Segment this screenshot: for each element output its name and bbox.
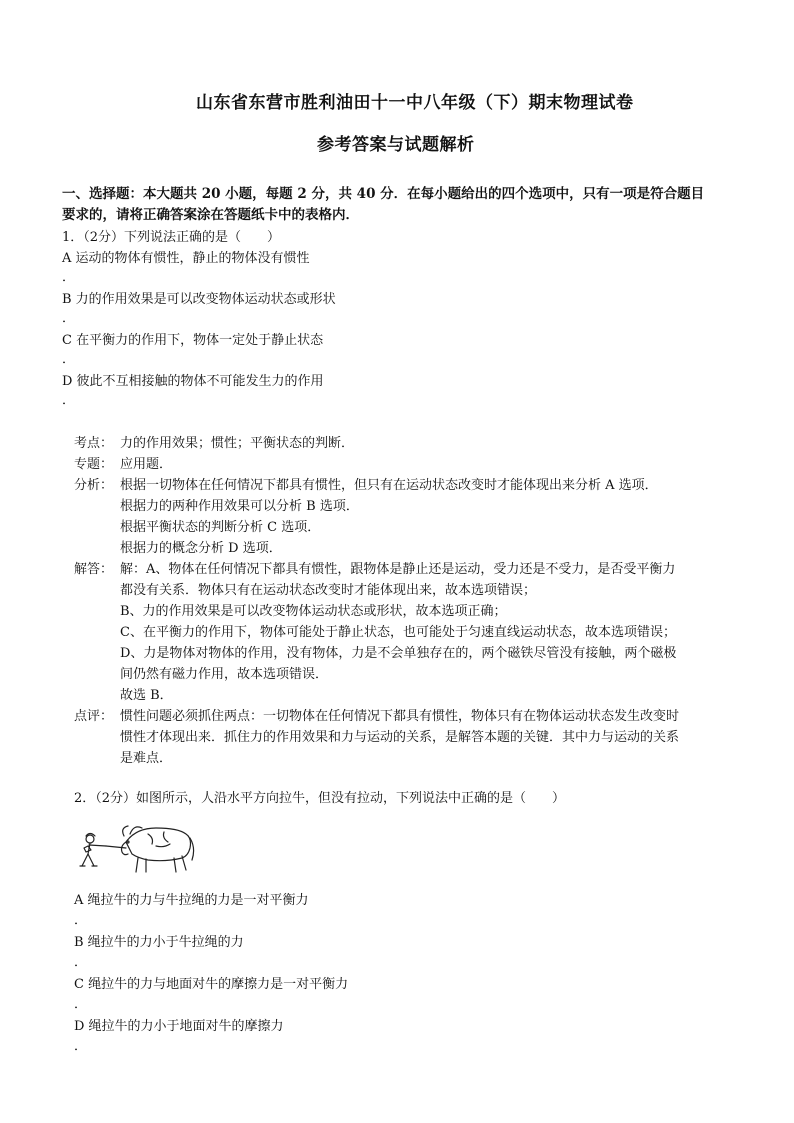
section-heading-line2: 要求的，请将正确答案涂在答题纸卡中的表格内． xyxy=(62,207,359,223)
q1-option-d-dot: ． xyxy=(62,393,76,408)
section-heading-line1: 一、选择题：本大题共 20 小题，每题 2 分，共 40 分．在每小题给出的四个选项中，只有一项是符合题目 xyxy=(62,186,705,202)
q2-option-c: C 绳拉牛的力与地面对牛的摩擦力是一对平衡力 xyxy=(74,977,349,992)
q1-option-a-dot: ． xyxy=(62,270,76,285)
q2-option-d: D 绳拉牛的力小于地面对牛的摩擦力 xyxy=(74,1019,284,1034)
q2-option-b-dot: ． xyxy=(74,955,88,970)
q1-option-c: C 在平衡力的作用下，物体一定处于静止状态 xyxy=(62,333,324,348)
q1-jieda-line: 解：A、物体在任何情况下都具有惯性，跟物体是静止还是运动，受力还是不受力，是否受平衡力 xyxy=(120,562,676,577)
q1-option-b-dot: ． xyxy=(62,311,76,326)
q1-jieda-line: 故选 B． xyxy=(120,688,173,703)
doc-title: 山东省东营市胜利油田十一中八年级（下）期末物理试卷 xyxy=(196,93,634,113)
q1-jieda-line: D、力是物体对物体的作用，没有物体，力是不会单独存在的，两个磁铁尽管没有接触，两个磁极 xyxy=(120,646,677,661)
q1-fenxi-label: 分析： xyxy=(74,478,114,493)
q1-fenxi-line: 根据力的两种作用效果可以分析 B 选项． xyxy=(120,499,359,514)
q1-jieda-line: C、在平衡力的作用下，物体可能处于静止状态，也可能处于匀速直线运动状态，故本选项错误； xyxy=(120,625,676,640)
q1-kaodian-label: 考点： xyxy=(74,436,114,451)
q1-option-c-dot: ． xyxy=(62,352,76,367)
q2-option-b: B 绳拉牛的力小于牛拉绳的力 xyxy=(74,935,244,950)
q1-jieda-line: B、力的作用效果是可以改变物体运动状态或形状，故本选项正确； xyxy=(120,604,507,619)
doc-subtitle: 参考答案与试题解析 xyxy=(317,135,475,155)
q1-zhuanti-text: 应用题． xyxy=(120,457,173,472)
q2-option-c-dot: ． xyxy=(74,997,88,1012)
q1-stem: 1．（2分）下列说法正确的是（ ） xyxy=(62,230,281,245)
q1-dianping-line: 惯性才体现出来．抓住力的作用效果和力与运动的关系，是解答本题的关键．其中力与运动的关系 xyxy=(120,730,680,745)
q1-jieda-line: 都没有关系．物体只有在运动状态改变时才能体现出来，故本选项错误； xyxy=(120,583,537,598)
q1-option-b: B 力的作用效果是可以改变物体运动状态或形状 xyxy=(62,292,336,307)
q1-dianping-line: 是难点． xyxy=(120,751,173,766)
q1-option-a: A 运动的物体有惯性，静止的物体没有惯性 xyxy=(62,251,310,266)
man-pulling-cow-illustration xyxy=(76,812,196,874)
q1-fenxi-line: 根据一切物体在任何情况下都具有惯性，但只有在运动状态改变时才能体现出来分析 A 选项． xyxy=(120,478,658,493)
q2-option-a: A 绳拉牛的力与牛拉绳的力是一对平衡力 xyxy=(74,893,309,908)
q1-fenxi-line: 根据平衡状态的判断分析 C 选项． xyxy=(120,520,321,535)
q1-jieda-label: 解答： xyxy=(74,562,114,577)
q1-kaodian-text: 力的作用效果；惯性；平衡状态的判断． xyxy=(120,436,355,451)
q1-dianping-line: 惯性问题必须抓住两点：一切物体在任何情况下都具有惯性，物体只有在物体运动状态发生改变时 xyxy=(120,709,680,724)
q1-zhuanti-label: 专题： xyxy=(74,457,114,472)
q1-fenxi-line: 根据力的概念分析 D 选项． xyxy=(120,541,282,556)
q1-dianping-label: 点评： xyxy=(74,709,114,724)
q2-option-d-dot: ． xyxy=(74,1039,88,1054)
q2-stem: 2．（2分）如图所示，人沿水平方向拉牛，但没有拉动，下列说法中正确的是（ ） xyxy=(74,791,566,806)
q1-jieda-line: 间仍然有磁力作用，故本选项错误． xyxy=(120,667,329,682)
q1-option-d: D 彼此不互相接触的物体不可能发生力的作用 xyxy=(62,374,324,389)
q2-option-a-dot: ． xyxy=(74,913,88,928)
